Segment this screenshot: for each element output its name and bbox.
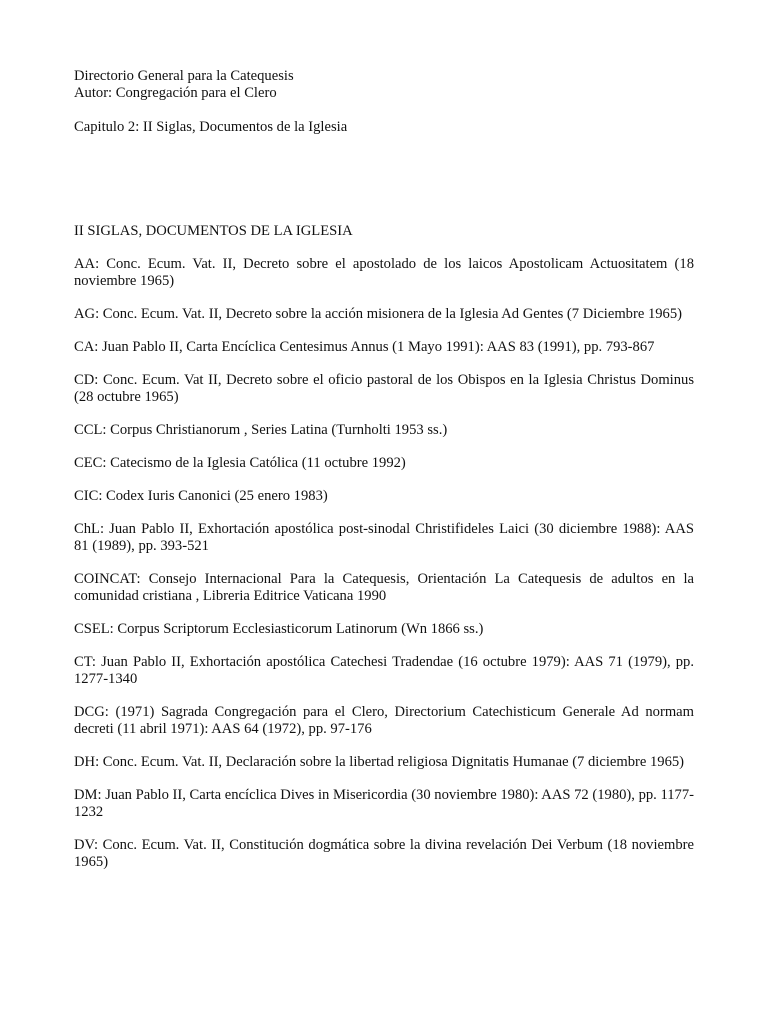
- document-header: [74, 68, 694, 102]
- abbreviation-entry-ag: AG: Conc. Ecum. Vat. II, Decreto sobre la acción misionera de la Iglesia Ad Gentes (7 Diciembre 1965): [74, 306, 683, 322]
- document-page: [74, 68, 694, 887]
- abbreviation-entry-ccl: CCL: Corpus Christianorum , Series Latina (Turnholti 1953 ss.): [74, 422, 448, 438]
- abbreviation-entry-chl: ChL: Juan Pablo II, Exhortación apostólica post-sinodal Christifideles Laici (30 diciembre 1988): AAS 81 (1989), pp. 393-521: [74, 521, 694, 554]
- abbreviation-entry-coincat: COINCAT: Consejo Internacional Para la Catequesis, Orientación La Catequesis de adultos en la comunidad cristiana , Libreria Editrice Vaticana 1990: [74, 571, 694, 604]
- abbreviation-entry-cd: CD: Conc. Ecum. Vat II, Decreto sobre el oficio pastoral de los Obispos en la Iglesia Christus Dominus (28 octubre 1965): [74, 372, 694, 405]
- abbreviation-entry-csel: CSEL: Corpus Scriptorum Ecclesiasticorum Latinorum (Wn 1866 ss.): [74, 621, 484, 637]
- abbreviation-list: [74, 256, 694, 871]
- abbreviation-entry-cic: CIC: Codex Iuris Canonici (25 enero 1983): [74, 488, 328, 504]
- abbreviation-entry-aa: AA: Conc. Ecum. Vat. II, Decreto sobre el apostolado de los laicos Apostolicam Actuositatem (18 noviembre 1965): [74, 256, 694, 289]
- abbreviation-entry-dh: DH: Conc. Ecum. Vat. II, Declaración sobre la libertad religiosa Dignitatis Humanae (7 diciembre 1965): [74, 754, 685, 770]
- chapter-heading: Capitulo 2: II Siglas, Documentos de la Iglesia: [74, 119, 348, 135]
- abbreviation-entry-cec: CEC: Catecismo de la Iglesia Católica (11 octubre 1992): [74, 455, 406, 471]
- abbreviation-entry-ca: CA: Juan Pablo II, Carta Encíclica Centesimus Annus (1 Mayo 1991): AAS 83 (1991), pp. 793-867: [74, 339, 655, 355]
- abbreviation-entry-dm: DM: Juan Pablo II, Carta encíclica Dives in Misericordia (30 noviembre 1980): AAS 72 (1980), pp. 1177-1232: [74, 787, 694, 820]
- abbreviation-entry-ct: CT: Juan Pablo II, Exhortación apostólica Catechesi Tradendae (16 octubre 1979): AAS 71 (1979), pp. 1277-1340: [74, 654, 694, 687]
- abbreviation-entry-dv: DV: Conc. Ecum. Vat. II, Constitución dogmática sobre la divina revelación Dei Verbum (18 noviembre 1965): [74, 837, 694, 870]
- section-title: II SIGLAS, DOCUMENTOS DE LA IGLESIA: [74, 223, 353, 239]
- abbreviation-entry-dcg: DCG: (1971) Sagrada Congregación para el Clero, Directorium Catechisticum Generale Ad normam decreti (11 abril 1971): AAS 64 (1972), pp. 97-176: [74, 704, 694, 737]
- document-author: Autor: Congregación para el Clero: [74, 85, 277, 101]
- document-title: Directorio General para la Catequesis: [74, 68, 294, 84]
